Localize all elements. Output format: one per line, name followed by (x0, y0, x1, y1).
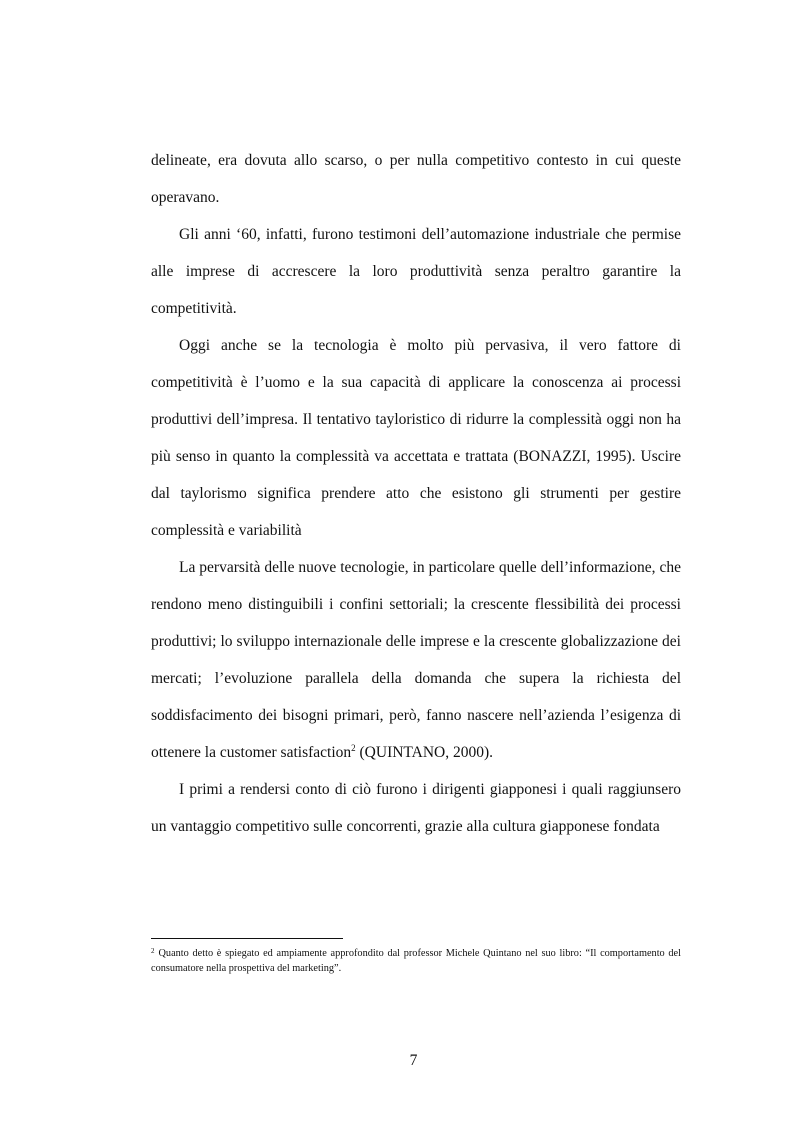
paragraph-technology: Oggi anche se la tecnologia è molto più pervasiva, il vero fattore di competitività è l’uomo e la sua capacità di applicare la conoscenza ai processi produttivi dell’impresa. Il tentativo tayloristico di ridurre la complessità oggi non ha più senso in quanto la complessità va accettata e trattata (BONAZZI, 1995). Uscire dal taylorismo significa prendere atto che esistono gli strumenti per gestire complessità e variabilità (151, 337, 681, 539)
footnote-number: 2 (151, 947, 155, 955)
citation: (QUINTANO, 2000). (355, 744, 494, 761)
paragraph-customer-satisfaction (151, 549, 681, 771)
footnote (151, 946, 681, 976)
footnote-reference: 2 (351, 743, 356, 753)
page-number: 7 (409, 1052, 418, 1069)
footnote-text: Quanto detto è spiegato ed ampiamente approfondito dal professor Michele Quintano nel suo libro: “Il comportamento del consumatore nella prospettiva del marketing”. (151, 948, 681, 974)
paragraph-japanese-managers: I primi a rendersi conto di ciò furono i dirigenti giapponesi i quali raggiunsero un vantaggio competitivo sulle concorrenti, grazie alla cultura giapponese fondata (151, 781, 681, 835)
paragraph-automation: Gli anni ‘60, infatti, furono testimoni dell’automazione industriale che permise alle imprese di accrescere la loro produttività senza peraltro garantire la competitività. (151, 226, 681, 317)
body-text (151, 142, 681, 845)
paragraph-text: La pervarsità delle nuove tecnologie, in particolare quelle dell’informazione, che rendono meno distinguibili i confini settoriali; la crescente flessibilità dei processi produttivi; lo sviluppo internazionale delle imprese e la crescente globalizzazione dei mercati; l’evoluzione parallela della domanda che supera la richiesta del soddisfacimento dei bisogni primari, però, fanno nascere nell’azienda l’esigenza di ottenere la customer satisfaction (151, 559, 681, 761)
footnote-divider (151, 938, 343, 939)
paragraph-continuation: delineate, era dovuta allo scarso, o per nulla competitivo contesto in cui queste operavano. (151, 152, 681, 206)
